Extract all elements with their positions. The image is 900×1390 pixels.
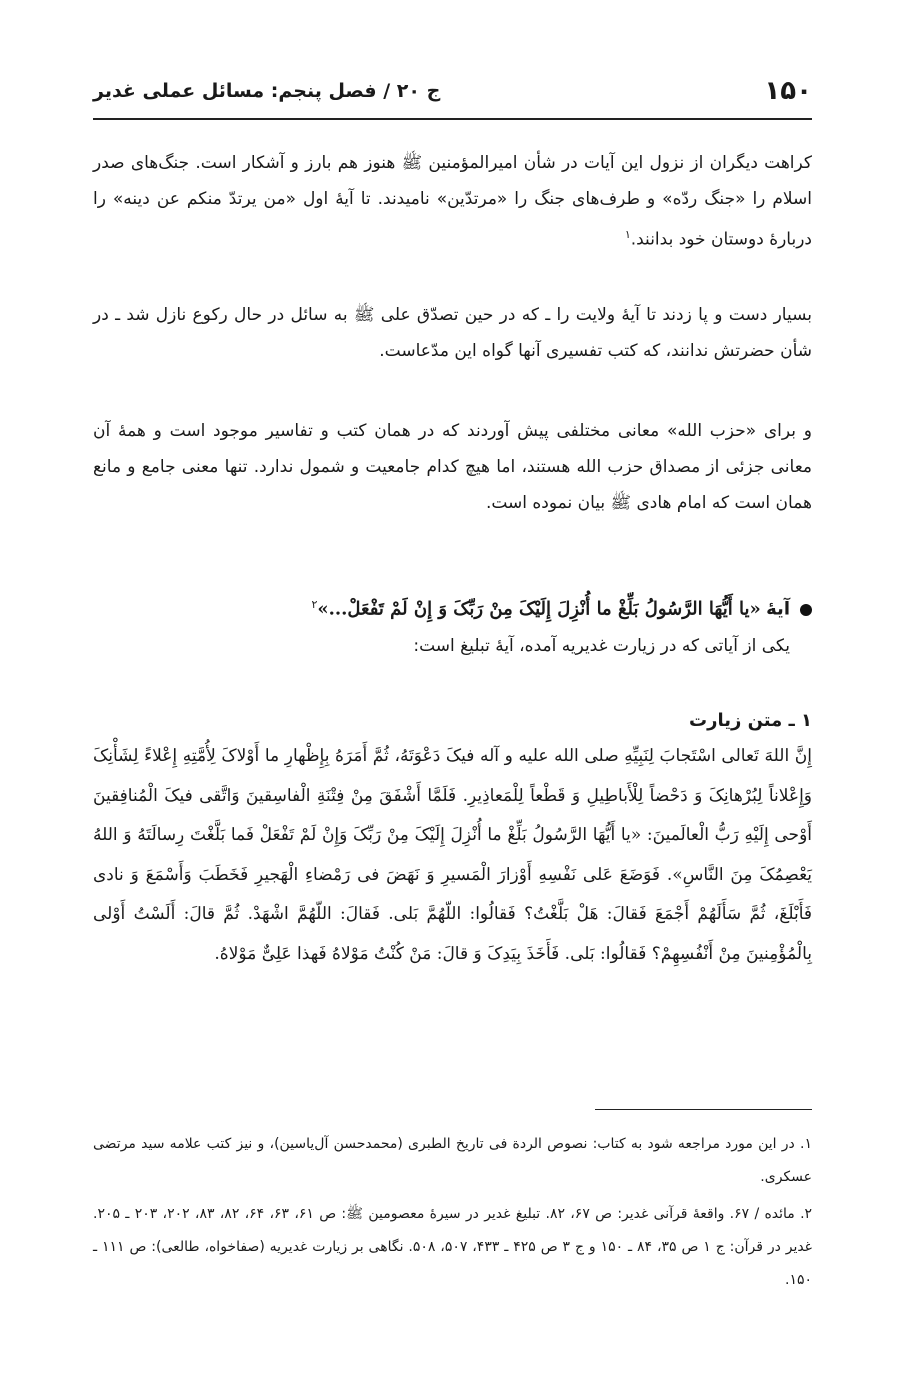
footnote-2: ۲. مائده / ۶۷. واقعهٔ قرآنی غدیر: ص ۶۷، ۸۲. تبلیغ غدیر در سیرهٔ معصومین ﷺ: ص ۶۱، ۶۳، ۶۴، ۸۲، ۸۳، ۲۰۲، ۲۰۳ ـ ۲۰۵. غدیر در قرآن: ج ۱ ص ۳۵، ۸۴ ـ ۱۵۰ و ج ۳ ص ۴۲۵ ـ ۴۳۳، ۵۰۷، ۵۰۸. نگاهی بر زیارت غدیریه (صفاخواه، طالعی): ص ۱۱۱ ـ ۱۵۰.	[93, 1206, 813, 1288]
footnotes	[93, 1128, 812, 1301]
section-heading: ۱ ـ متن زیارت	[689, 710, 812, 731]
footnote-1: ۱. در این مورد مراجعه شود به کتاب: نصوص الردة فی تاریخ الطبری (محمدحسن آل‌یاسین)، و نیز کتب علامه سید مرتضی عسکری.	[93, 1136, 812, 1185]
bullet-icon	[800, 604, 812, 616]
footnote-ref-1[interactable]: ۱	[624, 228, 631, 241]
paragraph-3: و برای «حزب الله» معانی مختلفی پیش آوردند که در همان کتب و تفاسیر موجود است و همهٔ آن معانی جزئی از مصداق حزب الله هستند، اما هیچ کدام جامعیت و شمول ندارد. تنها معنی جامع و مانع همان است که امام هادی ﷺ بیان نموده است.	[93, 421, 812, 513]
running-title: ج ۲۰ / فصل پنجم: مسائل عملی غدیر	[93, 80, 441, 102]
ayah-bullet-item	[93, 587, 812, 664]
ziyarat-arabic-text: إِنَّ اللهَ تَعالی اسْتَجابَ لِنَبِیِّهِ صلی الله علیه و آله فیکَ دَعْوَتَهُ، ثُمَّ أَمَرَهُ بِإِظْهارِ ما أَوْلاکَ لِأُمَّتِهِ إِعْلاءً لِشَأْنِکَ وَإِعْلاناً لِبُرْهانِکَ وَ دَحْضاً لِلْأَباطِیلِ وَ قَطْعاً لِلْمَعاذِیرِ. فَلَمَّا أَشْفَقَ مِنْ فِتْنَةِ الْفاسِقینَ وَاتَّقی فیکَ الْمُنافِقینَ أَوْحی إِلَیْهِ رَبُّ الْعالَمینَ: «یا أَیُّهَا الرَّسُولُ بَلِّغْ ما أُنْزِلَ إِلَیْکَ مِنْ رَبِّکَ وَإِنْ لَمْ تَفْعَلْ فَما بَلَّغْتَ رِسالَتَهُ وَ اللهُ یَعْصِمُکَ مِنَ النَّاسِ». فَوَضَعَ عَلی نَفْسِهِ أَوْزارَ الْمَسیرِ وَ نَهَضَ فی رَمْضاءِ الْهَجیرِ فَخَطَبَ وَأَسْمَعَ وَ نادی فَأَبْلَغَ، ثُمَّ سَأَلَهُمْ أَجْمَعَ فَقالَ: هَلْ بَلَّغْتُ؟ فَقالُوا: اللّهُمَّ بَلی. فَقالَ: اللّهُمَّ اشْهَدْ. ثُمَّ قالَ: أَلَسْتُ أَوْلی بِالْمُؤْمِنینَ مِنْ أَنْفُسِهِمْ؟ فَقالُوا: بَلی. فَأَخَذَ بِیَدِکَ وَ قالَ: مَنْ کُنْتُ مَوْلاهُ فَهذا عَلِیٌّ مَوْلاهُ.	[93, 746, 812, 964]
header-divider	[93, 118, 812, 120]
footnote-ref-2[interactable]: ۲	[311, 598, 318, 611]
ayah-subtext: یکی از آیاتی که در زیارت غدیریه آمده، آیهٔ تبلیغ است:	[413, 635, 790, 656]
paragraph-1-text: کراهت دیگران از نزول این آیات در شأن امیرالمؤمنین ﷺ هنوز هم بارز و آشکار است. جنگ‌های صدر اسلام را «جنگ ردّه» و طرف‌های جنگ را «مرتدّین» نامیدند. تا آیهٔ اول «من یرتدّ منکم عن دینه» را دربارهٔ دوستان خود بدانند.	[93, 153, 812, 250]
ayah-quote: «یا أَیُّهَا الرَّسُولُ بَلِّغْ ما أُنْزِلَ إِلَیْکَ مِنْ رَبِّکَ وَ إِنْ لَمْ تَفْعَلْ...»	[317, 598, 761, 620]
footnote-divider	[595, 1109, 812, 1110]
page-number: ۱۵۰	[764, 76, 812, 106]
page-header	[93, 70, 812, 112]
ayah-label: آیهٔ	[766, 598, 790, 620]
paragraph-2: بسیار دست و پا زدند تا آیهٔ ولایت را ـ که در حین تصدّق علی ﷺ به سائل در حال رکوع نازل شد ـ در شأن حضرتش ندانند، که کتب تفسیری آنها گواه این مدّعاست.	[93, 305, 812, 361]
paragraph-1	[93, 145, 812, 258]
